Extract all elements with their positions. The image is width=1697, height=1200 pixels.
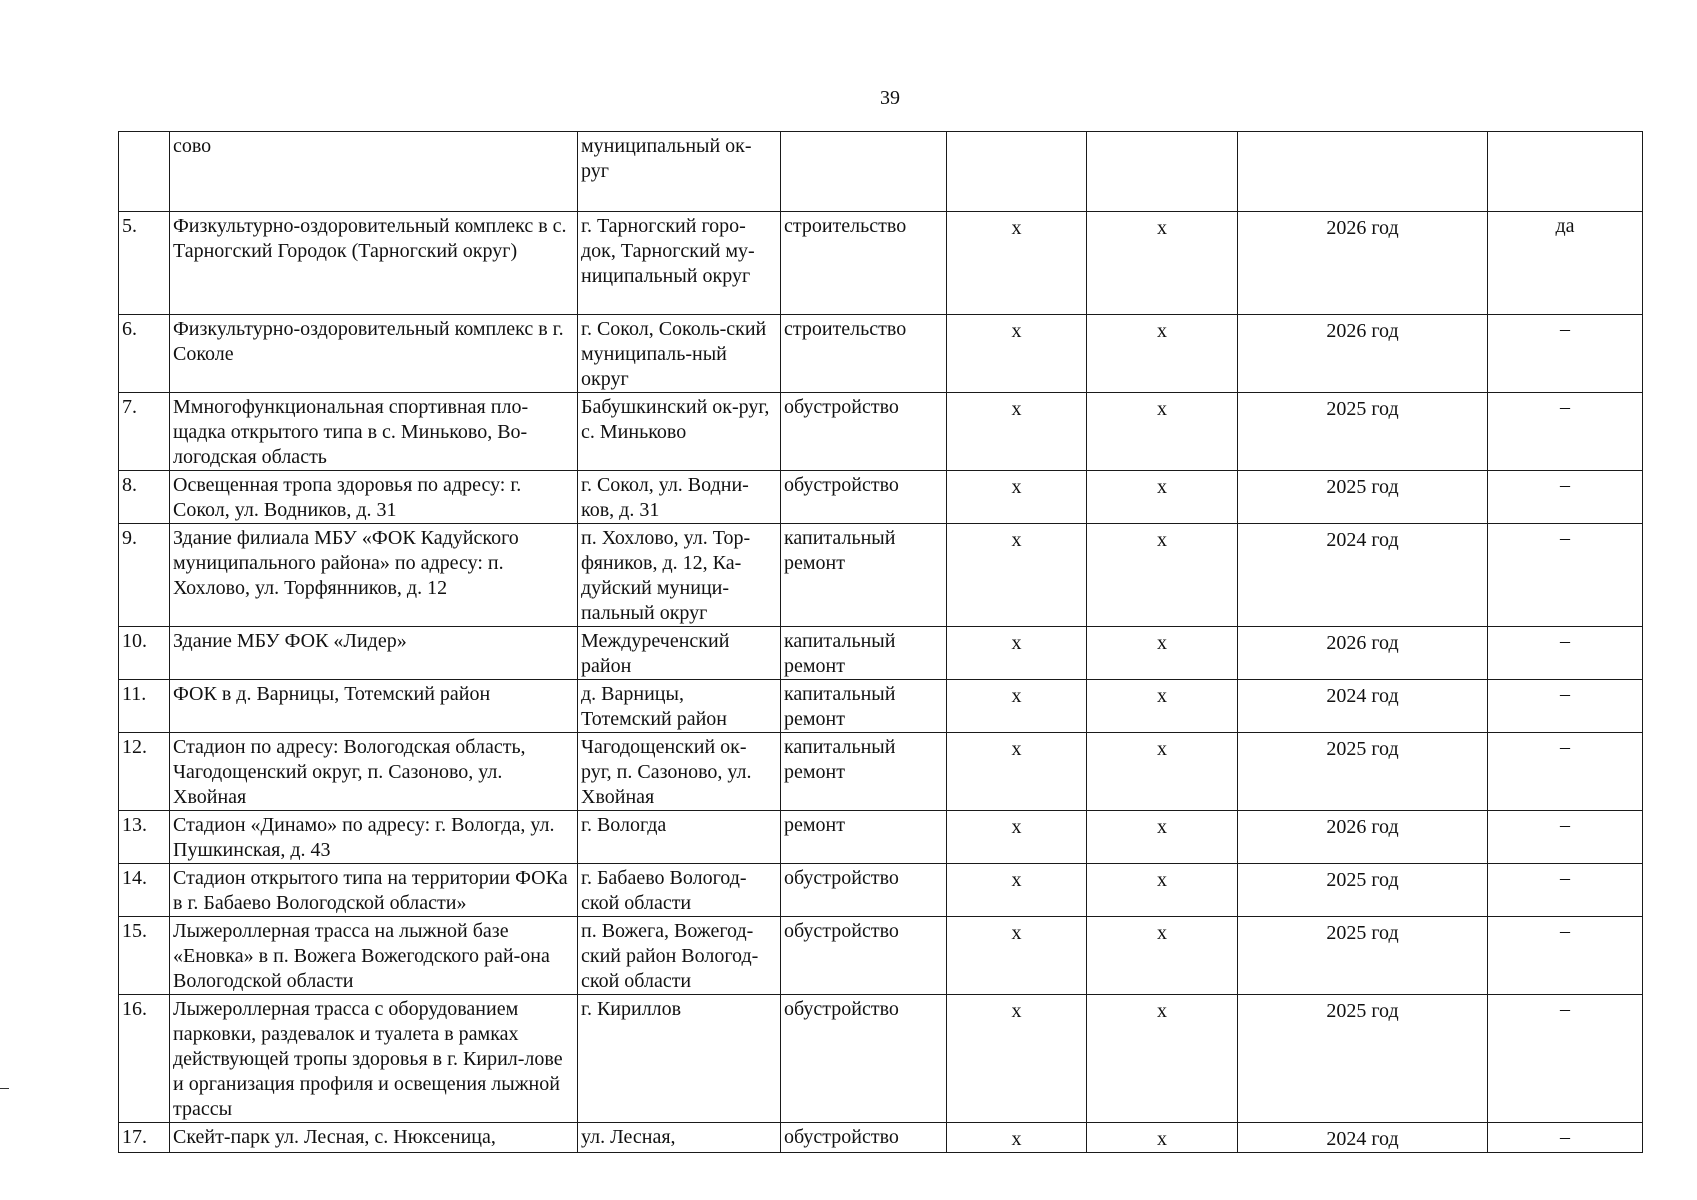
facilities-table [118,131,1643,1153]
cell-work-type: обустройство [781,917,947,995]
cell-flag: – [1488,864,1643,917]
cell-mark-2: х [1087,680,1238,733]
cell-year: 2026 год [1238,627,1488,680]
cell-object-name: Освещенная тропа здоровья по адресу: г. Сокол, ул. Водников, д. 31 [170,471,578,524]
cell-mark-2: х [1087,995,1238,1123]
table-row [119,212,1643,315]
cell-work-type: строительство [781,212,947,315]
cell-work-type: обустройство [781,471,947,524]
cell-mark-2: х [1087,393,1238,471]
table-body [119,132,1643,1153]
table-row [119,524,1643,627]
table-row [119,917,1643,995]
cell-mark-1: х [947,212,1087,315]
table-row [119,864,1643,917]
cell-object-name: ФОК в д. Варницы, Тотемский район [170,680,578,733]
cell-object-name: Физкультурно-оздоровительный комплекс в с. Тарногский Городок (Тарногский округ) [170,212,578,315]
cell-location: п. Хохлово, ул. Тор-фяников, д. 12, Ка-дуйский муници-пальный округ [578,524,781,627]
cell-location: г. Кириллов [578,995,781,1123]
cell-number: 6. [119,315,170,393]
cell-object-name: Скейт-парк ул. Лесная, с. Нюксеница, [170,1123,578,1153]
cell-flag: – [1488,1123,1643,1153]
margin-mark [0,1088,9,1089]
cell-work-type: капитальный ремонт [781,524,947,627]
table-row [119,811,1643,864]
cell-year [1238,132,1488,212]
cell-location: Бабушкинский ок-руг, с. Миньково [578,393,781,471]
cell-year: 2026 год [1238,315,1488,393]
cell-year: 2025 год [1238,864,1488,917]
cell-location: д. Варницы, Тотемский район [578,680,781,733]
cell-flag: – [1488,627,1643,680]
cell-flag: – [1488,471,1643,524]
cell-location: п. Вожега, Вожегод-ский район Вологод-ской области [578,917,781,995]
cell-object-name: Лыжероллерная трасса с оборудованием парковки, раздевалок и туалета в рамках действующей тропы здоровья в г. Кирил-лове и организация профиля и освещения лыжной трассы [170,995,578,1123]
cell-flag: – [1488,811,1643,864]
cell-location: ул. Лесная, [578,1123,781,1153]
page-number: 39 [880,87,900,109]
cell-flag: – [1488,524,1643,627]
cell-location: Чагодощенский ок-руг, п. Сазоново, ул. Хвойная [578,733,781,811]
table-row [119,995,1643,1123]
cell-mark-2: х [1087,315,1238,393]
table-row [119,393,1643,471]
cell-number: 16. [119,995,170,1123]
cell-flag: – [1488,733,1643,811]
cell-number: 13. [119,811,170,864]
cell-object-name: Здание МБУ ФОК «Лидер» [170,627,578,680]
cell-mark-2 [1087,132,1238,212]
cell-flag: – [1488,680,1643,733]
cell-year: 2024 год [1238,1123,1488,1153]
table-row [119,680,1643,733]
table-row [119,315,1643,393]
table-row [119,733,1643,811]
cell-flag: да [1488,212,1643,315]
cell-year: 2025 год [1238,733,1488,811]
cell-work-type [781,132,947,212]
cell-location: муниципальный ок-руг [578,132,781,212]
cell-mark-1: х [947,864,1087,917]
cell-number: 12. [119,733,170,811]
cell-number: 17. [119,1123,170,1153]
cell-location: г. Тарногский горо-док, Тарногский му-ниципальный округ [578,212,781,315]
table-row [119,1123,1643,1153]
cell-number [119,132,170,212]
cell-mark-1: х [947,471,1087,524]
cell-work-type: строительство [781,315,947,393]
cell-year: 2026 год [1238,212,1488,315]
cell-mark-2: х [1087,1123,1238,1153]
cell-number: 14. [119,864,170,917]
cell-mark-2: х [1087,627,1238,680]
cell-location: г. Сокол, ул. Водни-ков, д. 31 [578,471,781,524]
cell-work-type: капитальный ремонт [781,627,947,680]
cell-number: 5. [119,212,170,315]
cell-work-type: обустройство [781,995,947,1123]
cell-object-name: Лыжероллерная трасса на лыжной базе «Еновка» в п. Вожега Вожегодского рай-она Вологодской области [170,917,578,995]
cell-mark-2: х [1087,811,1238,864]
cell-flag: – [1488,995,1643,1123]
cell-flag: – [1488,917,1643,995]
cell-mark-1: х [947,917,1087,995]
cell-object-name: сово [170,132,578,212]
cell-work-type: обустройство [781,393,947,471]
cell-work-type: обустройство [781,1123,947,1153]
cell-number: 7. [119,393,170,471]
cell-year: 2025 год [1238,917,1488,995]
cell-year: 2026 год [1238,811,1488,864]
cell-object-name: Физкультурно-оздоровительный комплекс в г. Соколе [170,315,578,393]
cell-mark-2: х [1087,212,1238,315]
cell-work-type: обустройство [781,864,947,917]
cell-year: 2025 год [1238,471,1488,524]
table-row [119,627,1643,680]
table-row [119,132,1643,212]
cell-work-type: капитальный ремонт [781,680,947,733]
cell-flag: – [1488,393,1643,471]
cell-mark-1: х [947,680,1087,733]
cell-mark-1: х [947,733,1087,811]
cell-mark-2: х [1087,917,1238,995]
cell-mark-1: х [947,524,1087,627]
cell-location: г. Сокол, Соколь-ский муниципаль-ный округ [578,315,781,393]
cell-year: 2025 год [1238,995,1488,1123]
cell-location: Междуреченский район [578,627,781,680]
cell-year: 2025 год [1238,393,1488,471]
cell-mark-2: х [1087,524,1238,627]
cell-work-type: капитальный ремонт [781,733,947,811]
cell-number: 15. [119,917,170,995]
cell-mark-2: х [1087,733,1238,811]
cell-number: 10. [119,627,170,680]
cell-object-name: Здание филиала МБУ «ФОК Кадуйского муниципального района» по адресу: п. Хохлово, ул. Торфянников, д. 12 [170,524,578,627]
cell-mark-1: х [947,995,1087,1123]
cell-mark-1 [947,132,1087,212]
facilities-table-container [118,131,1642,1153]
cell-mark-1: х [947,811,1087,864]
cell-flag [1488,132,1643,212]
cell-mark-1: х [947,393,1087,471]
cell-number: 8. [119,471,170,524]
cell-mark-2: х [1087,471,1238,524]
cell-flag: – [1488,315,1643,393]
cell-mark-1: х [947,627,1087,680]
cell-work-type: ремонт [781,811,947,864]
table-row [119,471,1643,524]
cell-year: 2024 год [1238,680,1488,733]
cell-number: 11. [119,680,170,733]
cell-object-name: Стадион по адресу: Вологодская область, Чагодощенский округ, п. Сазоново, ул. Хвойная [170,733,578,811]
cell-mark-2: х [1087,864,1238,917]
cell-mark-1: х [947,1123,1087,1153]
cell-location: г. Вологда [578,811,781,864]
cell-mark-1: х [947,315,1087,393]
cell-object-name: Ммногофункциональная спортивная пло-щадка открытого типа в с. Миньково, Во-логодская область [170,393,578,471]
cell-number: 9. [119,524,170,627]
cell-object-name: Стадион «Динамо» по адресу: г. Вологда, ул. Пушкинская, д. 43 [170,811,578,864]
cell-location: г. Бабаево Вологод-ской области [578,864,781,917]
cell-year: 2024 год [1238,524,1488,627]
cell-object-name: Стадион открытого типа на территории ФОКа в г. Бабаево Вологодской области» [170,864,578,917]
